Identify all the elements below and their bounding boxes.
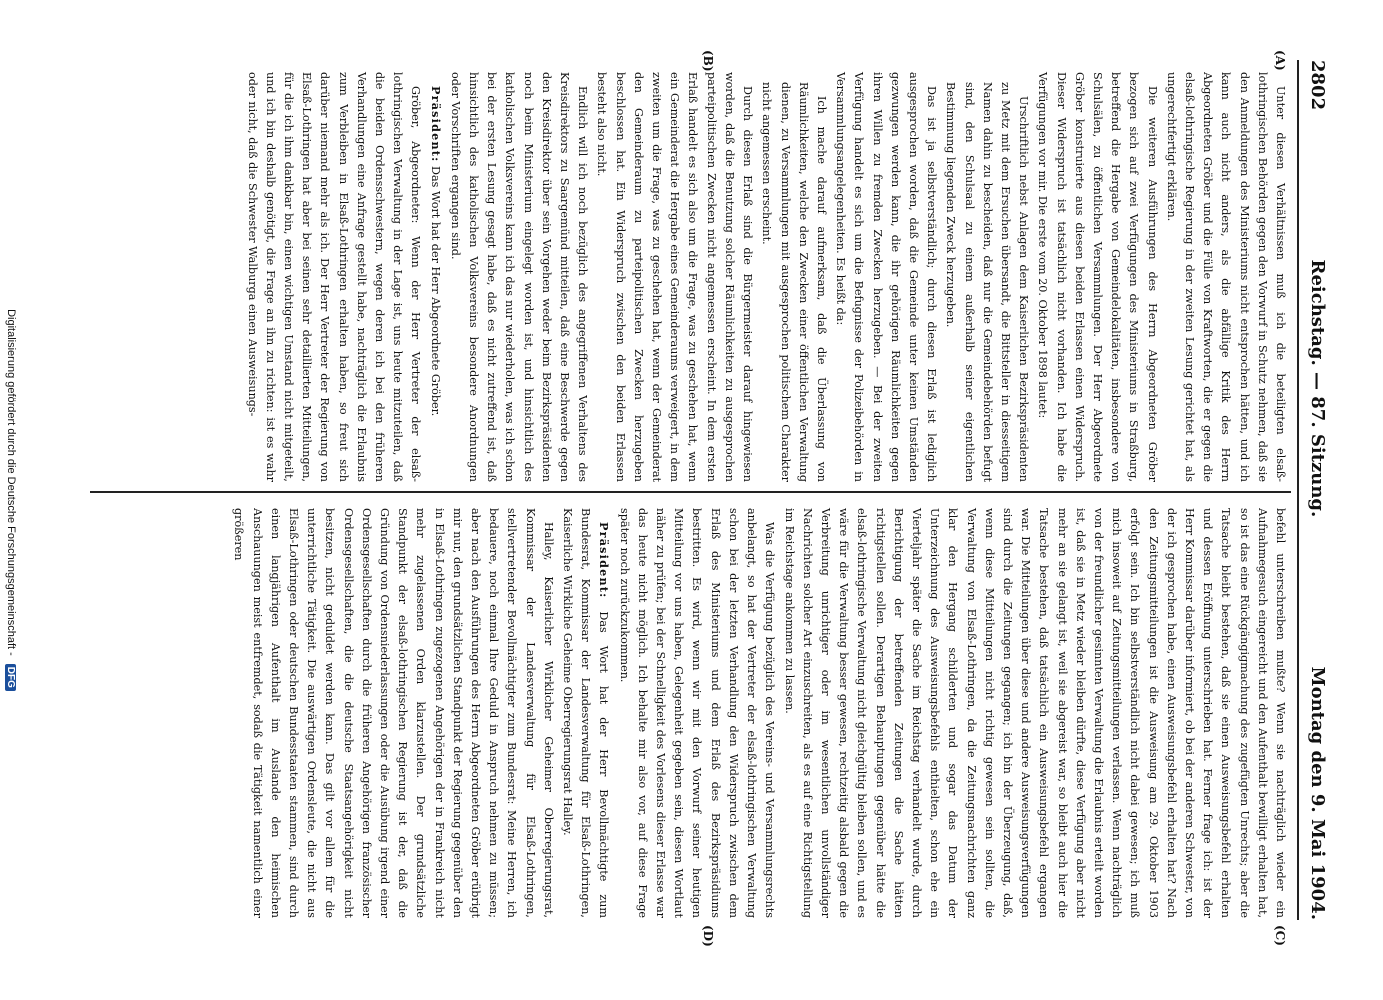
paragraph: Das ist ja selbstverständlich; durch diesen Erlaß ist lediglich ausgesprochen worden, daß die Gemeinde unter keinen Umständen gezwungen werden kann, die ihr gehörigen Räumlichkeiten gegen ihren Willen zu fremden Zwecken herzugeben. — Bei der zweiten Verfügung handelt es sich um die Befugnisse der Polizeibehörden in Versammlungsangelegenheiten. Es heißt da:: [834, 72, 939, 482]
paragraph: Durch diesen Erlaß sind die Bürgermeister darauf hingewiesen worden, daß die Benutzung solcher Räumlichkeiten zu ausgesprochen parteipolitischen Zwecken nicht angemessen erscheint. In dem ersten Erlaß handelt es sich also um die Frage, was zu geschehen hat, wenn ein Gemeinderat die Hergabe eines Gemeinderaums verweigert, in dem zweiten um die Frage, was zu geschehen hat, wenn der Gemeinderat den Gemeinderaum zu parteipolitischen Zwecken herzugeben beschlossen hat. Ein Widerspruch zwischen den beiden Erlassen besteht also nicht.: [595, 72, 755, 482]
marker-d: (D): [701, 925, 715, 947]
session-title: Reichstag. — 87. Sitzung.: [1307, 259, 1329, 518]
page-header: [1301, 60, 1335, 920]
paragraph: Die weiteren Ausführungen des Herrn Abgeordneten Gröber bezogen sich auf zwei Verfügungen des Ministeriums in Straßburg, betreffend die Hergabe von Gemeindelokalitäten, insbesondere von Schulsälen, zu öffentlichen Versammlungen. Der Herr Abgeordnete Gröber konstruierte aus diesen beiden Erlassen einen Widerspruch. Dieser Widerspruch ist tatsächlich nicht vorhanden. Ich habe die Verfügungen vor mir. Die erste vom 20. Oktober 1898 lautet:: [1036, 72, 1159, 482]
column-separator: [90, 491, 1291, 493]
paragraph: befehl unterschreiben mußte? Wenn sie nachträglich wieder ein Aufnahmegesuch eingereicht und den Aufenthalt bewilligt erhalten hat, so ist das eine Rückgängigmachung des zugefügten Unrechts; aber die Tatsache bleibt bestehen, daß sie einen Ausweisungsbefehl erhalten und dessen Eröffnung unterschrieben hat. Ferner frage ich: ist der Herr Kommissar darüber informiert, ob bei der anderen Schwester, von der ich gesprochen habe, einen Ausweisungsbefehl erhalten hat? Nach den Zeitungsmitteilungen ist die Ausweisung am 29. Oktober 1903 erfolgt sein. Ich bin selbstverständlich nicht dabei gewesen; ich muß mich insoweit auf Zeitungsmitteilungen verlassen. Wenn nachträglich von der freundlicher gesinnten Verwaltung die Erlaubnis erteilt worden ist, daß sie in Metz wieder bleiben dürfte, diese Verfügung aber nicht mehr an sie gelangt ist, weil sie abgereist war, so bleibt auch hier die Tatsache bestehen, daß tatsächlich ein Ausweisungsbefehl ergangen war. Die Mitteilungen über diese und andere Ausweisungsverfügungen sind durch die Zeitungen gegangen; ich bin der Überzeugung, daß, wenn diese Mitteilungen nicht richtig gewesen sein sollten, die Verwaltung von Elsaß-Lothringen, da die Zeitungsnachrichten ganz klar den Hergang schilderten und sogar das Datum der Unterzeichnung des Ausweisungsbefehls enthielten, schon ehe ein Vierteljahr später die Sache im Reichstag verhandelt wurde, durch Berichtigung der betreffenden Zeitungen die Sache hätten richtigstellen sollen. Derartigen Behauptungen gegenüber hätte die elsaß-lothringische Verwaltung nicht gleichgültig bleiben sollen, und es wäre für die Verwaltung besser gewesen, rechtzeitig alsbald gegen die Verbreitung unrichtiger oder im wesentlichen unvollständiger Nachrichten solcher Art einzuschreiten, als es auf eine Richtigstellung im Reichstage ankommen zu lassen.: [782, 508, 1287, 918]
speaker-line: [558, 508, 614, 918]
speaker-label: Präsident:: [428, 86, 443, 163]
paragraph: Was die Verfügung bezüglich des Vereins- und Versammlungsrechts anbelangt, so hat der Vertreter der elsaß-lothringischen Verwaltung schon bei der letzten Verhandlung den Widerspruch zwischen dem Erlaß des Ministeriums und dem Erlaß des Bezirkspräsidiums bestritten. Es wird, wenn wir mit den Vorwurf seiner heutigen Mitteilung vor uns haben, Gelegenheit gegeben sein, diesen Wortlaut näher zu prüfen; bei der Schnelligkeit des Vorlesens dieser Erlasse war das heute nicht möglich. Ich behalte mir also vor, auf diese Frage später noch zurückzukommen.: [617, 508, 777, 918]
paragraph: Endlich will ich noch bezüglich des angegriffenen Verhaltens des Kreisdirektors zu Saargemünd mitteilen, daß eine Beschwerde gegen den Kreisdirektor über sein Vorgehen weder beim Bezirkspräsidenten noch beim Ministerium eingelegt worden ist, und hinsichtlich des katholischen Volksvereins kann ich das nur wiederholen, was ich schon bei der ersten Lesung gesagt habe, daß es nicht zutreffend ist, daß hinsichtlich des katholischen Volksvereins besondere Anordnungen oder Vorschriften ergangen sind.: [448, 72, 590, 482]
session-date: Montag den 9. Mai 1904.: [1307, 666, 1329, 920]
speaker-label: Präsident:: [597, 522, 612, 599]
page-number: 2802: [1307, 60, 1329, 111]
paragraph: Unter diesen Verhältnissen muß ich die beteiligten elsaß-lothringischen Behörden gegen den Vorwurf in Schutz nehmen, daß sie den Anmeldungen des Ministeriums nicht entsprochen hätten, und ich kann auch nicht anders, als die abfällige Kritik des Herrn Abgeordneten Gröber und die Fülle von Kraftworten, die er gegen die elsaß-lothringische Regierung in der zweiten Lesung gerichtet hat, als ungerechtfertigt erklären.: [1164, 72, 1287, 482]
left-column: [241, 72, 1289, 482]
speaker-line: [425, 72, 444, 482]
right-column: [228, 508, 1289, 918]
paragraph: Gröber, Abgeordneter: Wenn der Herr Vertreter der elsaß-lothringischen Verwaltung in der Lage ist, uns heute mitzuteilen, daß die beiden Ordensschwestern, wegen deren ich bei den früheren Verhandlungen eine Anfrage gestellt habe, nachträglich die Erlaubnis zum Verbleiben in Elsaß-Lothringen erhalten haben, so freut sich darüber niemand mehr als ich. Der Herr Vertreter der Regierung von Elsaß-Lothringen hat aber bei seinen sehr detaillierten Mitteilungen, für die ich ihm dankbar bin, einen wichtigen Umstand nicht mitgeteilt, und ich bin deshalb genötigt, die Frage an ihn zu richten: ist es wahr oder nicht, daß die Schwester Walburga einen Ausweisungs-: [245, 72, 423, 482]
speaker-text: Das Wort hat der Herr Bevollmächtigte zum Bundesrat, Kommissar der Landesverwaltung für Elsaß-Lothringen, Kaiserliche Wirkliche Geheime Oberregierungsrat Halley.: [561, 508, 611, 918]
header-rule: [1297, 60, 1299, 920]
marker-c: (C): [1273, 925, 1287, 946]
dfg-logo: DFG: [6, 664, 17, 691]
marker-a: (A): [1273, 50, 1287, 71]
quote: Ich mache darauf aufmerksam, daß die Überlassung von Räumlichkeiten, welche den Zwecken einer öffentlichen Verwaltung dienen, zu Versammlungen mit ausgesprochen politischem Charakter nicht angemessen erscheint.: [760, 82, 828, 482]
quote: Urschriftlich nebst Anlagen dem Kaiserlichen Bezirkspräsidenten zu Metz mit dem Ersuchen übersandt, die Bittsteller in diesseitigem Namen dahin zu bescheiden, daß nur die Gemeindebehörden befugt sind, den Schulsaal zu einem außerhalb seiner eigentlichen Bestimmung liegenden Zweck herzugeben.: [944, 82, 1031, 482]
speaker-text: Das Wort hat der Herr Abgeordnete Gröber.: [428, 166, 442, 417]
digitization-footer: [3, 0, 19, 1000]
marker-b: (B): [701, 50, 715, 72]
footer-text: Digitalisierung gefördert durch die Deutsche Forschungsgemeinschaft -: [5, 309, 17, 656]
paragraph: Halley, Kaiserlicher Wirklicher Geheimer Oberregierungsrat, Kommissar der Landesverwaltung für Elsaß-Lothringen, stellvertretender Bevollmächtigter zum Bundesrat: Meine Herren, ich bedauere, noch einmal Ihre Geduld in Anspruch nehmen zu müssen; aber nach den Ausführungen des Herrn Abgeordneten Gröber erübrigt mir nur, den grundsätzlichen Standpunkt der Regierung gegenüber den in Elsaß-Lothringen zugezogenen Angehörigen der in Frankreich nicht mehr zugelassenen Orden klarzustellen. Der grundsätzliche Standpunkt der elsaß-lothringischen Regierung ist der, daß die Gründung von Ordensniederlassungen oder die Ausübung irgend einer Ordensgesellschaften durch die früheren Angehörigen französischer Ordensgesellschaften, die die deutsche Staatsangehörigkeit nicht besitzen, nicht geduldet werden kann. Das gilt vor allem für die unterrichtliche Tätigkeit. Die auswärtigen Ordensleute, die nicht aus Elsaß-Lothringen oder deutschen Bundesstaaten stammen, sind durch einen langjährigen Aufenthalt im Auslande den heimischen Anschauungen meist entfremdet, sodaß die Tätigkeit namentlich einer größeren: [232, 508, 555, 918]
